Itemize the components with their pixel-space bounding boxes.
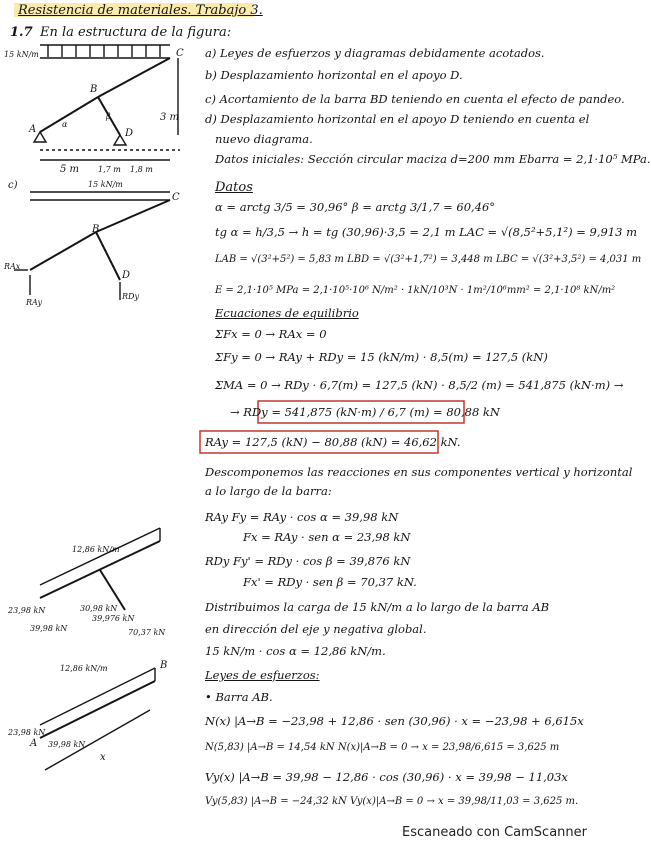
problem-intro: En la estructura de la figura: [40, 25, 232, 40]
structure-figure [34, 45, 180, 160]
eq-line-1: ΣFx = 0 → RAx = 0 [215, 327, 327, 341]
datos-line-1: α = arctg 3/5 = 30,96° β = arctg 3/1,7 = 60,46° [215, 200, 496, 214]
dist-line-2: en dirección del eje y negativa global. [205, 622, 427, 636]
task-d-cont: nuevo diagrama. [215, 132, 313, 146]
decomp-line-2: Fx = RAy · sen α = 23,98 kN [243, 530, 411, 544]
laws-title: Leyes de esfuerzos: [205, 668, 320, 682]
eq-line-2: ΣFy = 0 → RAy + RDy = 15 (kN/m) · 8,5(m) = 127,5 (kN) [215, 350, 548, 364]
decomp-line-3: RDy Fy' = RDy · cos β = 39,876 kN [205, 554, 411, 568]
task-b: b) Desplazamiento horizontal en el apoyo D. [205, 68, 463, 82]
label-bar-x: x [100, 752, 106, 763]
datos-title: Datos [215, 180, 253, 195]
label-fbd-39: 39,98 kN [30, 624, 68, 633]
decomp-line-1: RAy Fy = RAy · cos α = 39,98 kN [205, 510, 399, 524]
decomp-intro-2: a lo largo de la barra: [205, 484, 332, 498]
label-fbd-39b: 39,976 kN [92, 614, 135, 623]
label-ray: RAy [26, 298, 42, 307]
label-fbd-23: 23,98 kN [8, 606, 46, 615]
eq-line-4: → RDy = 541,875 (kN·m) / 6,7 (m) = 80,88 kN [230, 405, 500, 419]
datos-line-4: E = 2,1·10⁵ MPa = 2,1·10⁵·10⁶ N/m² · 1kN/10³N · 1m²/10⁶mm² = 2,1·10⁸ kN/m² [215, 285, 616, 296]
label-fbd-load: 12,86 kN/m [72, 545, 120, 554]
label-dim18: 1,8 m [130, 165, 153, 174]
fbd-figure-c [14, 192, 170, 300]
label-fbd-70: 70,37 kN [128, 628, 166, 637]
label-bar-23: 23,98 kN [8, 728, 46, 737]
label-node-b: B [90, 84, 98, 95]
label-bar-load: 12,86 kN/m [60, 664, 108, 673]
laws-line-2: N(5,83) |A→B = 14,54 kN N(x)|A→B = 0 → x = 23,98/6,615 = 3,625 m [205, 742, 560, 753]
decomp-line-4: Fx' = RDy · sen β = 70,37 kN. [243, 575, 417, 589]
label-dim5: 5 m [60, 164, 80, 175]
course-title: Resistencia de materiales. Trabajo 3. [18, 3, 263, 18]
label-beta: β [106, 112, 111, 121]
task-c: c) Acortamiento de la barra BD teniendo en cuenta el efecto de pandeo. [205, 92, 625, 106]
equilibrium-title: Ecuaciones de equilibrio [215, 306, 359, 320]
label-height: 3 m [160, 112, 180, 123]
label-node-c-c: C [172, 192, 180, 203]
task-a: a) Leyes de esfuerzos y diagramas debidamente acotados. [205, 46, 545, 60]
datos-line-2: tg α = h/3,5 → h = tg (30,96)·3,5 = 2,1 m LAC = √(8,5²+5,1²) = 9,913 m [215, 225, 638, 239]
label-bar-39: 39,98 kN [48, 740, 86, 749]
label-load-top: 15 kN/m [4, 50, 39, 59]
initial-data: Datos iniciales: Sección circular maciza d=200 mm Ebarra = 2,1·10⁵ MPa. [215, 152, 651, 166]
label-dim17: 1,7 m [98, 165, 121, 174]
laws-line-3: Vy(x) |A→B = 39,98 − 12,86 · cos (30,96) · x = 39,98 − 11,03x [205, 770, 568, 784]
eq-line-5: RAy = 127,5 (kN) − 80,88 (kN) = 46,62 kN. [205, 435, 461, 449]
label-part-c: c) [8, 180, 18, 191]
label-node-d: D [125, 128, 134, 139]
laws-bar: • Barra AB. [205, 690, 273, 704]
label-node-c: C [176, 48, 184, 59]
label-rax: RAx [4, 262, 21, 271]
task-d: d) Desplazamiento horizontal en el apoyo D teniendo en cuenta el [205, 112, 590, 126]
eq-line-3: ΣMA = 0 → RDy · 6,7(m) = 127,5 (kN) · 8,5/2 (m) = 541,875 (kN·m) → [215, 378, 624, 392]
label-bar-a: A [30, 738, 38, 749]
label-node-d-c: D [122, 270, 131, 281]
problem-number: 1.7 [10, 25, 33, 40]
datos-line-3: LAB = √(3²+5²) = 5,83 m LBD = √(3²+1,7²) = 3,448 m LBC = √(3²+3,5²) = 4,031 m [215, 254, 642, 265]
label-node-a: A [29, 124, 37, 135]
decomp-intro-1: Descomponemos las reacciones en sus componentes vertical y horizontal [205, 465, 633, 479]
label-fbd-30: 30,98 kN [80, 604, 118, 613]
camscanner-watermark: Escaneado con CamScanner [401, 825, 587, 840]
bar-ab-figure [40, 668, 155, 770]
dist-line-3: 15 kN/m · cos α = 12,86 kN/m. [205, 644, 386, 658]
laws-line-4: Vy(5,83) |A→B = −24,32 kN Vy(x)|A→B = 0 → x = 39,98/11,03 = 3,625 m. [205, 796, 579, 807]
label-alpha: α [62, 120, 68, 129]
label-bar-b: B [160, 660, 168, 671]
label-load-c: 15 kN/m [88, 180, 123, 189]
dist-line-1: Distribuimos la carga de 15 kN/m a lo largo de la barra AB [205, 600, 550, 614]
label-rdy: RDy [122, 292, 139, 301]
load-arrows-top [40, 45, 170, 57]
label-node-b-c: B [92, 224, 100, 235]
laws-line-1: N(x) |A→B = −23,98 + 12,86 · sen (30,96) · x = −23,98 + 6,615x [205, 714, 584, 728]
fbd-inclined [40, 528, 160, 610]
